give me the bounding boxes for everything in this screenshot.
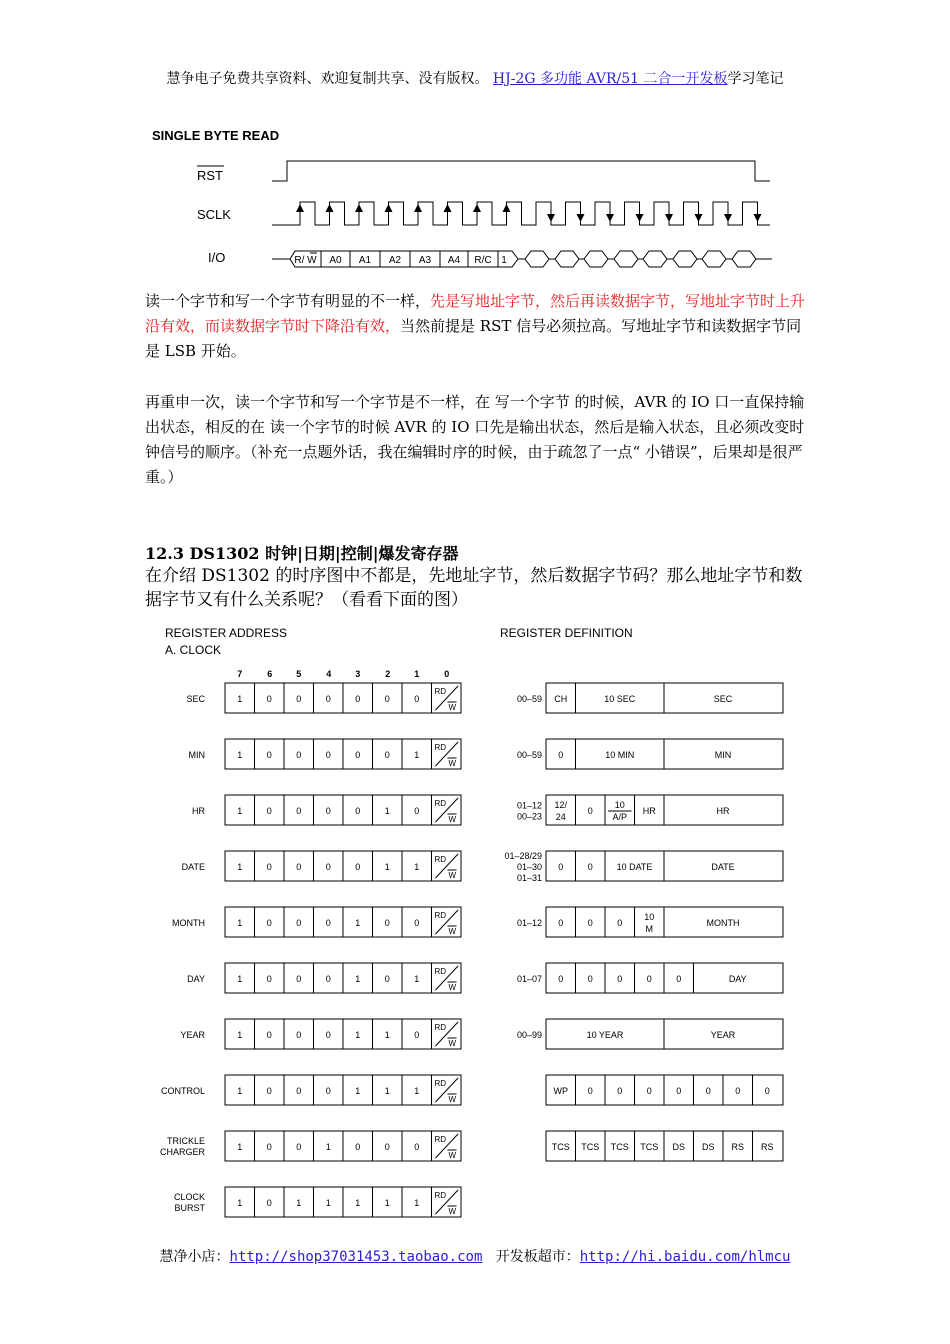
definition-row — [517, 683, 783, 713]
address-bit: 0 — [296, 1030, 302, 1040]
value-range: 00–59 — [516, 694, 542, 704]
address-bit: 1 — [237, 750, 243, 760]
address-bit: 1 — [237, 1086, 243, 1096]
header-prefix: 慧争电子免费共享资料、欢迎复制共享、没有版权。 — [166, 71, 489, 87]
definition-field: DS — [701, 1142, 715, 1152]
value-range: 01–12 — [516, 918, 542, 928]
rising-edge-arrow — [414, 204, 422, 212]
falling-edge-arrow — [724, 214, 732, 222]
definition-field: TCS — [551, 1142, 570, 1152]
address-bit: 0 — [266, 750, 272, 760]
site-link[interactable]: http://hi.baidu.com/hlmcu — [579, 1249, 791, 1265]
definition-field: TCS — [581, 1142, 600, 1152]
address-bit: 1 — [237, 1142, 243, 1152]
rising-edge-arrow — [326, 204, 334, 212]
definition-field: 0 — [558, 918, 564, 928]
address-bit: 0 — [325, 1086, 331, 1096]
io-bit-label: A4 — [447, 255, 461, 266]
register-name: CLOCK — [173, 1192, 205, 1202]
definition-row — [546, 1075, 783, 1105]
address-bit: 1 — [355, 918, 361, 928]
definition-field: 10 MIN — [605, 750, 635, 760]
definition-field: YEAR — [710, 1030, 736, 1040]
address-row — [192, 795, 461, 825]
address-bit: 0 — [384, 1142, 390, 1152]
page-header — [0, 68, 950, 88]
address-bit: 0 — [266, 806, 272, 816]
register-name: MONTH — [172, 918, 205, 928]
definition-field: 0 — [646, 1086, 652, 1096]
falling-edge-arrow — [695, 214, 703, 222]
address-bit: 1 — [384, 806, 390, 816]
definition-field: HR — [716, 806, 730, 816]
w-label: W — [448, 759, 457, 768]
definition-field: 0 — [587, 862, 593, 872]
address-bit: 0 — [296, 806, 302, 816]
definition-field: 0 — [558, 750, 564, 760]
para1-highlight: 先是写地址字节，然后再读数据字节，写地址字节时上升沿有效，而读数据字节时下降沿有效， — [145, 292, 806, 335]
signal-rst: RST — [197, 168, 223, 183]
definition-field: 10 SEC — [604, 694, 636, 704]
header-link[interactable]: HJ-2G 多功能 AVR/51 二合一开发板 — [492, 71, 728, 87]
address-bit: 1 — [384, 1030, 390, 1040]
rd-label: RD — [434, 687, 447, 696]
definition-field: MONTH — [706, 918, 740, 928]
io-bit-label: A2 — [388, 255, 402, 266]
rd-label: RD — [434, 1191, 447, 1200]
bit-header: 3 — [355, 669, 361, 679]
register-name: DATE — [181, 862, 205, 872]
register-name: BURST — [174, 1203, 205, 1213]
definition-field: 10 YEAR — [586, 1030, 624, 1040]
w-label: W — [448, 983, 457, 992]
falling-edge-arrow — [665, 214, 673, 222]
register-name: CHARGER — [159, 1147, 205, 1157]
definition-row — [517, 1019, 783, 1049]
definition-field: A/P — [612, 812, 628, 822]
definition-field: TCS — [610, 1142, 629, 1152]
rd-label: RD — [434, 1079, 447, 1088]
rising-edge-arrow — [385, 204, 393, 212]
value-range: 01–30 — [516, 862, 542, 872]
io-data-bit — [673, 251, 697, 267]
site-label: 开发板超市： — [495, 1249, 580, 1265]
definition-field: 0 — [587, 806, 593, 816]
address-bit: 0 — [414, 918, 420, 928]
definition-field: 0 — [646, 974, 652, 984]
definition-field: 0 — [558, 862, 564, 872]
address-table — [160, 683, 461, 1217]
definition-field: 0 — [764, 1086, 770, 1096]
timing-title: SINGLE BYTE READ — [152, 128, 280, 143]
address-bit: 1 — [237, 806, 243, 816]
definition-field: TCS — [640, 1142, 659, 1152]
address-row — [182, 851, 461, 881]
address-row — [172, 907, 461, 937]
definition-row — [517, 795, 783, 825]
address-bit: 0 — [266, 1142, 272, 1152]
rising-edge-arrow — [296, 204, 304, 212]
address-bit: 1 — [325, 1142, 331, 1152]
value-range: 01–07 — [516, 974, 542, 984]
falling-edge-arrow — [547, 214, 555, 222]
shop-label: 慧净小店： — [159, 1249, 230, 1265]
clock-subtitle: A. CLOCK — [165, 643, 222, 657]
para1-c: 当然前提是 RST 信号必须拉高。写地址字节和读数据字节同是 LSB 开始。 — [145, 317, 802, 360]
address-bit: 0 — [355, 862, 361, 872]
address-row — [161, 1075, 461, 1105]
address-bit: 1 — [237, 974, 243, 984]
io-data-bit — [584, 251, 608, 267]
address-bit: 1 — [414, 1198, 420, 1208]
definition-row — [504, 851, 783, 883]
w-label: W — [448, 815, 457, 824]
address-row — [187, 963, 461, 993]
definition-field: 0 — [587, 918, 593, 928]
value-range: 00–99 — [516, 1030, 542, 1040]
definition-row — [517, 739, 783, 769]
address-bit: 0 — [325, 918, 331, 928]
io-waveform — [272, 251, 772, 267]
register-name: TRICKLE — [166, 1136, 205, 1146]
address-bit: 1 — [355, 1030, 361, 1040]
address-row — [180, 1019, 461, 1049]
definition-field: 10 DATE — [616, 862, 653, 872]
address-bit: 0 — [296, 1086, 302, 1096]
address-bit: 1 — [414, 862, 420, 872]
address-bit: 0 — [266, 974, 272, 984]
rd-label: RD — [434, 743, 447, 752]
io-bit-label: R/C — [474, 255, 492, 266]
value-range: 01–28/29 — [504, 851, 542, 861]
address-bit: 1 — [414, 1086, 420, 1096]
register-name: SEC — [186, 694, 205, 704]
para1-a: 读一个字节和写一个字节有明显的不一样， — [145, 292, 431, 310]
w-label: W — [448, 703, 457, 712]
address-bit: 0 — [296, 918, 302, 928]
io-data-bit — [614, 251, 638, 267]
register-definition-title: REGISTER DEFINITION — [500, 626, 633, 640]
w-label: W — [448, 1039, 457, 1048]
address-row — [160, 1131, 461, 1161]
rd-label: RD — [434, 855, 447, 864]
io-data-bit — [643, 251, 667, 267]
address-bit: 1 — [414, 750, 420, 760]
register-name: MIN — [188, 750, 205, 760]
value-range: 01–12 — [516, 800, 542, 811]
address-bit: 0 — [414, 694, 420, 704]
definition-field: 0 — [587, 1086, 593, 1096]
address-bit: 0 — [384, 974, 390, 984]
bit-header: 7 — [237, 669, 243, 679]
page-footer — [0, 1246, 950, 1266]
value-range: 01–31 — [516, 873, 542, 883]
section-body: 在介绍 DS1302 的时序图中不都是，先地址字节，然后数据字节码？那么地址字节和数据字节又有什么关系呢？（看看下面的图） — [145, 566, 803, 610]
address-bit: 0 — [296, 1142, 302, 1152]
address-bit: 0 — [296, 974, 302, 984]
signal-io: I/O — [208, 250, 226, 265]
bit-header: 0 — [444, 669, 450, 679]
address-bit: 0 — [325, 750, 331, 760]
rd-label: RD — [434, 799, 447, 808]
io-bit-label: R/ W — [294, 255, 317, 266]
shop-link[interactable]: http://shop37031453.taobao.com — [229, 1249, 483, 1265]
rising-edge-arrow — [473, 204, 481, 212]
address-bit: 0 — [296, 694, 302, 704]
definition-field: 12/ — [554, 800, 568, 810]
value-range: 00–59 — [516, 750, 542, 760]
register-figure — [150, 620, 800, 1220]
rising-edge-arrow — [503, 204, 511, 212]
address-bit: 1 — [237, 694, 243, 704]
address-bit: 0 — [325, 1030, 331, 1040]
io-bit-label: A1 — [358, 255, 372, 266]
definition-row — [546, 1131, 783, 1161]
definition-field: WP — [553, 1086, 568, 1096]
address-bit: 0 — [266, 1198, 272, 1208]
io-data-bit — [555, 251, 579, 267]
address-bit: 0 — [266, 694, 272, 704]
single-byte-read-diagram — [140, 120, 790, 280]
definition-row — [517, 963, 783, 993]
definition-field: 0 — [587, 974, 593, 984]
address-bit: 0 — [266, 1086, 272, 1096]
address-bit: 0 — [266, 862, 272, 872]
io-bit-label: A3 — [418, 255, 432, 266]
rd-label: RD — [434, 1135, 447, 1144]
address-bit: 1 — [237, 1198, 243, 1208]
definition-field: M — [645, 924, 653, 934]
falling-edge-arrow — [577, 214, 585, 222]
address-bit: 0 — [414, 806, 420, 816]
w-label: W — [448, 871, 457, 880]
rd-label: RD — [434, 1023, 447, 1032]
rd-label: RD — [434, 911, 447, 920]
paragraph-1 — [145, 289, 810, 364]
address-row — [189, 739, 462, 769]
register-address-title: REGISTER ADDRESS — [165, 626, 288, 640]
address-bit: 0 — [355, 750, 361, 760]
definition-field: SEC — [713, 694, 733, 704]
w-label: W — [448, 1151, 457, 1160]
bit-header: 5 — [296, 669, 302, 679]
address-bit: 1 — [384, 1086, 390, 1096]
definition-field: 10 — [644, 912, 655, 922]
falling-edge-arrow — [754, 214, 762, 222]
io-bit-label: A0 — [329, 255, 342, 266]
definition-table — [504, 683, 783, 1161]
address-bit: 1 — [384, 862, 390, 872]
address-bit: 1 — [355, 1198, 361, 1208]
w-label: W — [448, 1207, 457, 1216]
address-bit: 0 — [355, 806, 361, 816]
address-bit: 0 — [296, 862, 302, 872]
rising-edge-arrow — [444, 204, 452, 212]
bit-header: 1 — [414, 669, 420, 679]
w-label: W — [448, 1095, 457, 1104]
definition-field: 24 — [555, 812, 566, 822]
definition-field: DS — [672, 1142, 686, 1152]
definition-field: RS — [760, 1142, 774, 1152]
bit-header: 4 — [326, 669, 332, 679]
bit-header: 2 — [385, 669, 391, 679]
address-bit: 0 — [266, 1030, 272, 1040]
address-bit: 1 — [355, 1086, 361, 1096]
rst-waveform — [272, 161, 770, 181]
register-name: DAY — [187, 974, 205, 984]
bit-headers — [237, 669, 449, 679]
io-data-bit — [732, 251, 756, 267]
definition-field: DATE — [711, 862, 735, 872]
signal-sclk: SCLK — [197, 207, 231, 222]
address-bit: 0 — [384, 694, 390, 704]
address-bit: 0 — [355, 1142, 361, 1152]
address-bit: 0 — [414, 1030, 420, 1040]
address-bit: 0 — [296, 750, 302, 760]
io-data-bit — [702, 251, 726, 267]
paragraph-2: 再重申一次，读一个字节和写一个字节是不一样，在 写一个字节 的时候，AVR 的 IO 口一直保持输出状态，相反的在 读一个字节的时候 AVR 的 IO 口先是输出状态，然后是输入状态，且必须改变时钟信号的顺序。（补充一点题外话，我在编辑时序的时候，由于疏忽了一点“ 小错误”，后果却是很严重。） — [145, 393, 805, 486]
definition-field: 0 — [735, 1086, 741, 1096]
sclk-line — [272, 202, 770, 225]
io-data-bit — [525, 251, 549, 267]
definition-field: 0 — [617, 1086, 623, 1096]
definition-field: 0 — [705, 1086, 711, 1096]
address-bit: 0 — [325, 694, 331, 704]
definition-field: 10 — [614, 800, 625, 810]
bit-header: 6 — [267, 669, 273, 679]
value-range: 00–23 — [516, 811, 542, 822]
falling-edge-arrow — [606, 214, 614, 222]
address-bit: 0 — [384, 750, 390, 760]
definition-field: 0 — [676, 974, 682, 984]
definition-field: DAY — [728, 974, 747, 984]
address-bit: 1 — [296, 1198, 302, 1208]
definition-field: CH — [554, 694, 568, 704]
definition-row — [517, 907, 783, 937]
address-bit: 1 — [237, 862, 243, 872]
register-name: CONTROL — [160, 1086, 205, 1096]
io-bit-label: 1 — [501, 255, 507, 266]
address-bit: 0 — [355, 694, 361, 704]
definition-field: 0 — [617, 918, 623, 928]
address-bit: 0 — [414, 1142, 420, 1152]
definition-field: HR — [642, 806, 656, 816]
address-bit: 0 — [384, 918, 390, 928]
section-title: 12.3 DS1302 时钟|日期|控制|爆发寄存器 — [145, 544, 459, 563]
address-bit: 1 — [237, 1030, 243, 1040]
rising-edge-arrow — [355, 204, 363, 212]
address-bit: 1 — [384, 1198, 390, 1208]
address-bit: 0 — [325, 974, 331, 984]
definition-field: 0 — [676, 1086, 682, 1096]
falling-edge-arrow — [636, 214, 644, 222]
rd-label: RD — [434, 967, 447, 976]
definition-field: 0 — [558, 974, 564, 984]
address-row — [174, 1187, 461, 1217]
address-bit: 1 — [325, 1198, 331, 1208]
sclk-waveform — [272, 202, 770, 225]
header-suffix: 学习笔记 — [727, 71, 784, 87]
definition-field: 0 — [617, 974, 623, 984]
w-label: W — [448, 927, 457, 936]
register-name: YEAR — [180, 1030, 205, 1040]
address-bit: 1 — [355, 974, 361, 984]
address-bit: 0 — [325, 806, 331, 816]
address-bit: 1 — [414, 974, 420, 984]
address-bit: 0 — [325, 862, 331, 872]
address-row — [186, 683, 461, 713]
address-bit: 0 — [266, 918, 272, 928]
register-name: HR — [192, 806, 205, 816]
definition-field: RS — [731, 1142, 745, 1152]
address-bit: 1 — [237, 918, 243, 928]
definition-field: MIN — [714, 750, 732, 760]
